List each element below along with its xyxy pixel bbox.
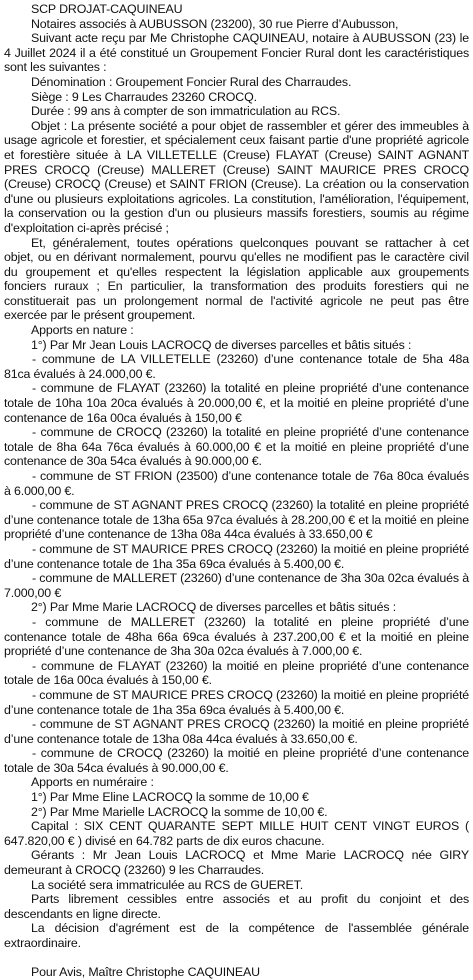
contribution-1-item: - commune de LA VILLETELLE (23260) d’une contenance totale de 5ha 48a 81ca évalués à 24.000,00 €. bbox=[4, 352, 469, 381]
firm-name: SCP DROJAT-CAQUINEAU bbox=[31, 2, 183, 16]
cash-contribution-2: 2°) Par Mme Marielle LACROCQ la somme de 10,00 €. bbox=[31, 804, 328, 819]
contribution-1-item: - commune de ST FRION (23500) d’une contenance totale de 76a 80ca évalués à 6.000,00 €. bbox=[4, 469, 469, 498]
registered-office: Siège : 9 Les Charraudes 23260 CROCQ. bbox=[31, 89, 257, 104]
contribution-2-item: - commune de MALLERET (23260) la totalité en pleine propriété d’une contenance totale de 48ha 66a 69ca évalués à 237.200,00 € et la moitié en pleine propriété d’une contenance de 3ha 30a 02ca évalués à 7.000,00 €. bbox=[4, 614, 469, 659]
approval-decision: La décision d'agrément est de la compétence de l'assemblée générale extraordinaire. bbox=[4, 921, 469, 950]
capital: Capital : SIX CENT QUARANTE SEPT MILLE HUIT CENT VINGT EUROS ( 647.820,00 € ) divisé en 64.782 parts de dix euros chacune. bbox=[4, 819, 469, 848]
contribution-2-item: - commune de FLAYAT (23260) la moitié en pleine propriété d’une contenance totale de 16a 00ca évalués à 150,00 €. bbox=[4, 658, 469, 688]
contribution-2-item: - commune de ST MAURICE PRES CROCQ (23260) la moitié en pleine propriété d’une contenance totale de 1ha 35a 69ca évalués à 5.400,00 €. bbox=[4, 687, 469, 717]
purpose-paragraph-2: Et, généralement, toutes opérations quelconques pouvant se rattacher à cet objet, ou en dérivant normalement, pourvu qu'elles ne modifient pas le caractère civil du groupement et qu'elles respectent la législation applicable aux groupements fonciers ruraux ; En particulier, la transformation des produits forestiers qui ne constituerait pas un prolongement normal de l'activité agricole ne peut pas être exercée par le présent groupement. bbox=[4, 235, 469, 323]
contribution-1-item: - commune de CROCQ (23260) la totalité en pleine propriété d’une contenance totale de 8ha 64a 76ca évalués à 60.000,00 € et la moitié en pleine propriété d’une contenance de 30a 54ca évalués à 90.000,00 €. bbox=[4, 425, 469, 469]
contribution-1-item: - commune de ST AGNANT PRES CROCQ (23260) la totalité en pleine propriété d’une contenance totale de 13ha 65a 97ca évalués à 28.200,00 € et la moitié en pleine propriété d’une contenance de 13ha 08a 44ca évalués à 33.650,00 € bbox=[4, 498, 469, 542]
contribution-1-item: - commune de FLAYAT (23260) la totalité en pleine propriété d’une contenance totale de 10ha 10a 20ca évalués à 20.000,00 €, et la moitié en pleine propriété d’une contenance de 16a 00ca évalués à 150,00 € bbox=[4, 381, 469, 425]
contribution-2-heading: 2°) Par Mme Marie LACROCQ de diverses parcelles et bâtis situés : bbox=[31, 600, 396, 615]
cash-contributions-heading: Apports en numéraire : bbox=[31, 775, 154, 790]
spacer bbox=[4, 951, 469, 965]
cash-contribution-1: 1°) Par Mme Eline LACROCQ la somme de 10,00 € bbox=[31, 790, 309, 805]
contribution-2-item: - commune de CROCQ (23260) la moitié en pleine propriété d’une contenance totale de 30a 54ca évalués à 90.000,00 €. bbox=[4, 746, 469, 775]
contribution-1-item: - commune de ST MAURICE PRES CROCQ (23260) la moitié en pleine propriété d’une contenance totale de 1ha 35a 69ca évalués à 5.400,00 €. bbox=[4, 541, 469, 571]
contribution-2-item: - commune de ST AGNANT PRES CROCQ (23260) la moitié en pleine propriété d’une contenance totale de 13ha 08a 44ca évalués à 33.650,00 €. bbox=[4, 717, 469, 746]
signature: Pour Avis, Maître Christophe CAQUINEAU bbox=[31, 964, 260, 979]
share-transfer: Parts librement cessibles entre associés et au profit du conjoint et des descendants en ligne directe. bbox=[4, 892, 469, 921]
intro-paragraph: Suivant acte reçu par Me Christophe CAQUINEAU, notaire à AUBUSSON (23) le 4 Juillet 2024 il a été constitué un Groupement Foncier Rural dont les caractéristiques sont les suivantes : bbox=[4, 31, 469, 75]
duration: Durée : 99 ans à compter de son immatriculation au RCS. bbox=[31, 104, 341, 119]
firm-address: Notaires associés à AUBUSSON (23200), 30 rue Pierre d’Aubusson, bbox=[31, 16, 399, 31]
registration: La société sera immatriculée au RCS de GUERET. bbox=[31, 877, 303, 892]
purpose-paragraph: Objet : La présente société a pour objet de rassembler et gérer des immeubles à usage agricole et forestier, et spécialement ceux faisant partie d'une propriété agricole et forestière située à LA VILLETELLE (Creuse) FLAYAT (Creuse) SAINT AGNANT PRES CROCQ (Creuse) MALLERET (Creuse) SAINT MAURICE PRES CROCQ (Creuse) CROCQ (Creuse) et SAINT FRION (Creuse). La création ou la conservation d'une ou plusieurs exploitations agricoles. La constitution, l'amélioration, l'équipement, la conservation ou la gestion d'un ou plusieurs massifs forestiers, soumis au régime d'exploitation ci-après précisé ; bbox=[4, 118, 469, 235]
denomination: Dénomination : Groupement Foncier Rural des Charraudes. bbox=[31, 74, 352, 89]
contribution-1-heading: 1°) Par Mr Jean Louis LACROCQ de diverses parcelles et bâtis situés : bbox=[31, 337, 412, 352]
contributions-in-kind-heading: Apports en nature : bbox=[31, 323, 134, 338]
managers: Gérants : Mr Jean Louis LACROCQ et Mme Marie LACROCQ née GIRY demeurant à CROCQ (23260) 9 les Charraudes. bbox=[4, 848, 469, 878]
contribution-1-item: - commune de MALLERET (23260) d’une contenance de 3ha 30a 02ca évalués à 7.000,00 € bbox=[4, 571, 469, 600]
